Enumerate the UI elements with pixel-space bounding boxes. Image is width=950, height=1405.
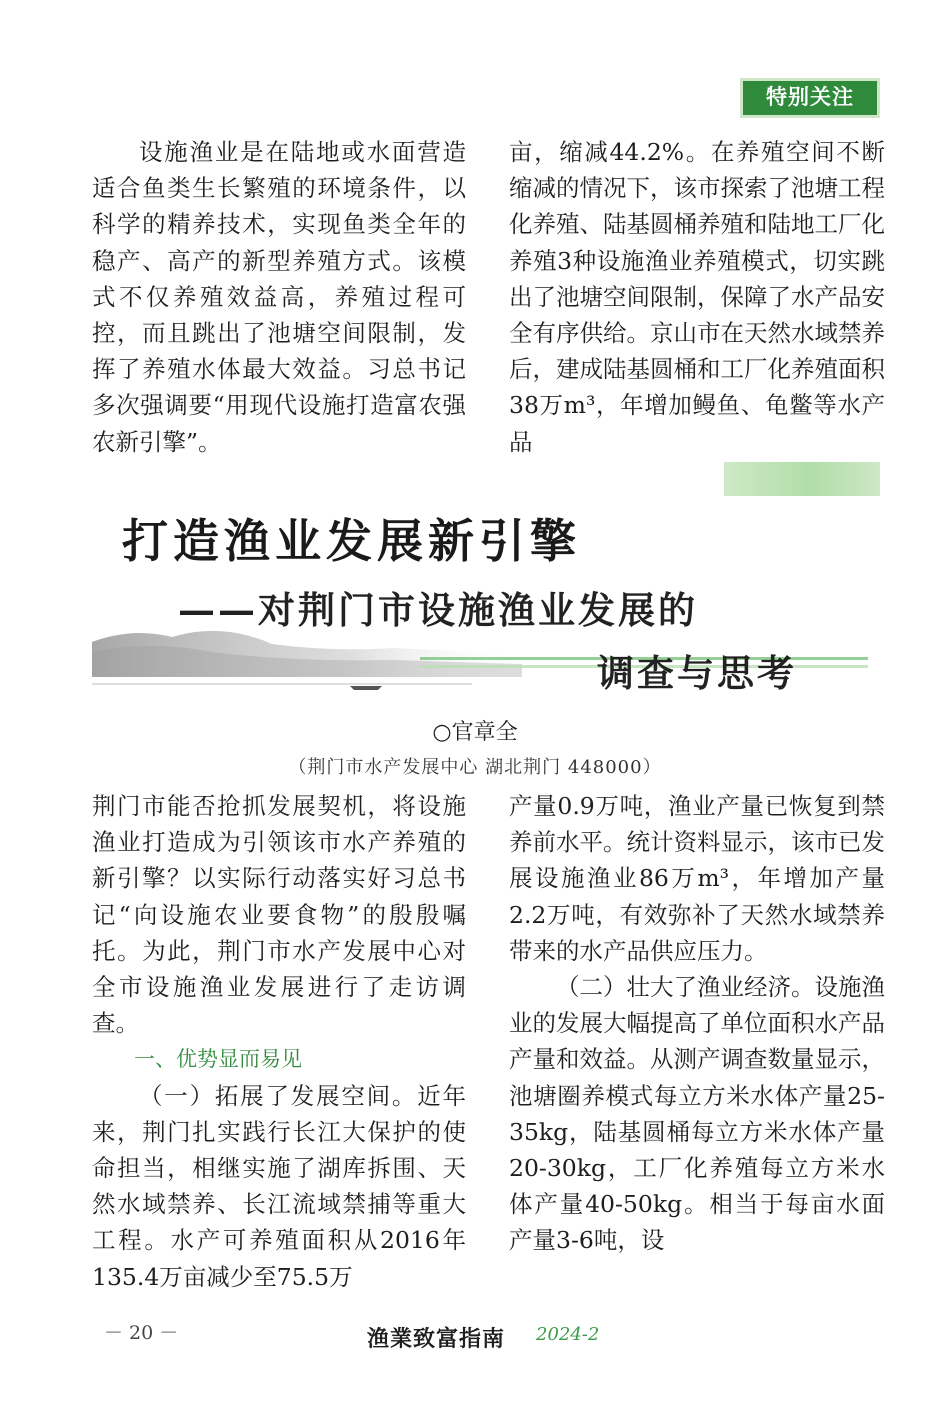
page-number: － 20 － — [104, 1322, 179, 1344]
intro-left-column — [92, 134, 466, 460]
section-tag: 特别关注 — [740, 78, 880, 118]
body-paragraph: （一）拓展了发展空间。近年来，荆门扎实践行长江大保护的使命担当，相继实施了湖库拆围、天然水域禁养、长江流域禁捕等重大工程。水产可养殖面积从2016年135.4万亩减少至75.5万 — [92, 1081, 466, 1291]
intro-right-paragraph: 亩，缩减44.2%。在养殖空间不断缩减的情况下，该市探索了池塘工程化养殖、陆基圆桶养殖和陆地工厂化养殖3种设施渔业养殖模式，切实跳出了池塘空间限制，保障了水产品安全有序供给。京山市在天然水域禁养后，建成陆基圆桶和工厂化养殖面积38万m³，年增加鳗鱼、龟鳖等水产品 — [509, 138, 885, 456]
intro-right-column — [509, 134, 885, 460]
intro-left-paragraph: 设施渔业是在陆地或水面营造适合鱼类生长繁殖的环境条件，以科学的精养技术，实现鱼类全年的稳产、高产的新型养殖方式。该模式不仅养殖效益高，养殖过程可控，而且跳出了池塘空间限制，发挥了养殖水体最大效益。习总书记多次强调要“用现代设施打造富农强农新引擎”。 — [92, 138, 466, 456]
body-right-column — [509, 788, 885, 1259]
section-heading: 一、优势显而易见 — [134, 1047, 302, 1072]
body-paragraph: 荆门市能否抢抓发展契机，将设施渔业打造成为引领该市水产养殖的新引擎？以实际行动落实好习总书记“向设施农业要食物”的殷殷嘱托。为此，荆门市水产发展中心对全市设施渔业发展进行了走访调查。 — [92, 792, 466, 1038]
article-subtitle-line1: ——对荆门市设施渔业发展的 — [178, 588, 698, 632]
body-paragraph: 产量0.9万吨，渔业产量已恢复到禁养前水平。统计资料显示，该市已发展设施渔业86万m³，年增加产量2.2万吨，有效弥补了天然水域禁养带来的水产品供应压力。 — [509, 792, 885, 965]
magazine-name: 渔業致富指南 — [367, 1326, 506, 1352]
body-left-column — [92, 788, 466, 1295]
decorative-green-strip — [724, 462, 880, 496]
author-byline: ○官章全 — [432, 720, 518, 745]
article-title: 打造渔业发展新引擎 — [122, 514, 581, 568]
body-paragraph: （二）壮大了渔业经济。设施渔业的发展大幅提高了单位面积水产品产量和效益。从测产调查数量显示，池塘圈养模式每立方米水体产量25-35kg，陆基圆桶每立方米水体产量20-30kg，工厂化养殖每立方米水体产量40-50kg。相当于每亩水面产量3-6吨，设 — [509, 973, 885, 1255]
article-subtitle-line2: 调查与思考 — [597, 651, 797, 695]
author-affiliation: （荆门市水产发展中心 湖北荆门 448000） — [288, 757, 662, 778]
issue-number: 2024-2 — [536, 1324, 600, 1345]
